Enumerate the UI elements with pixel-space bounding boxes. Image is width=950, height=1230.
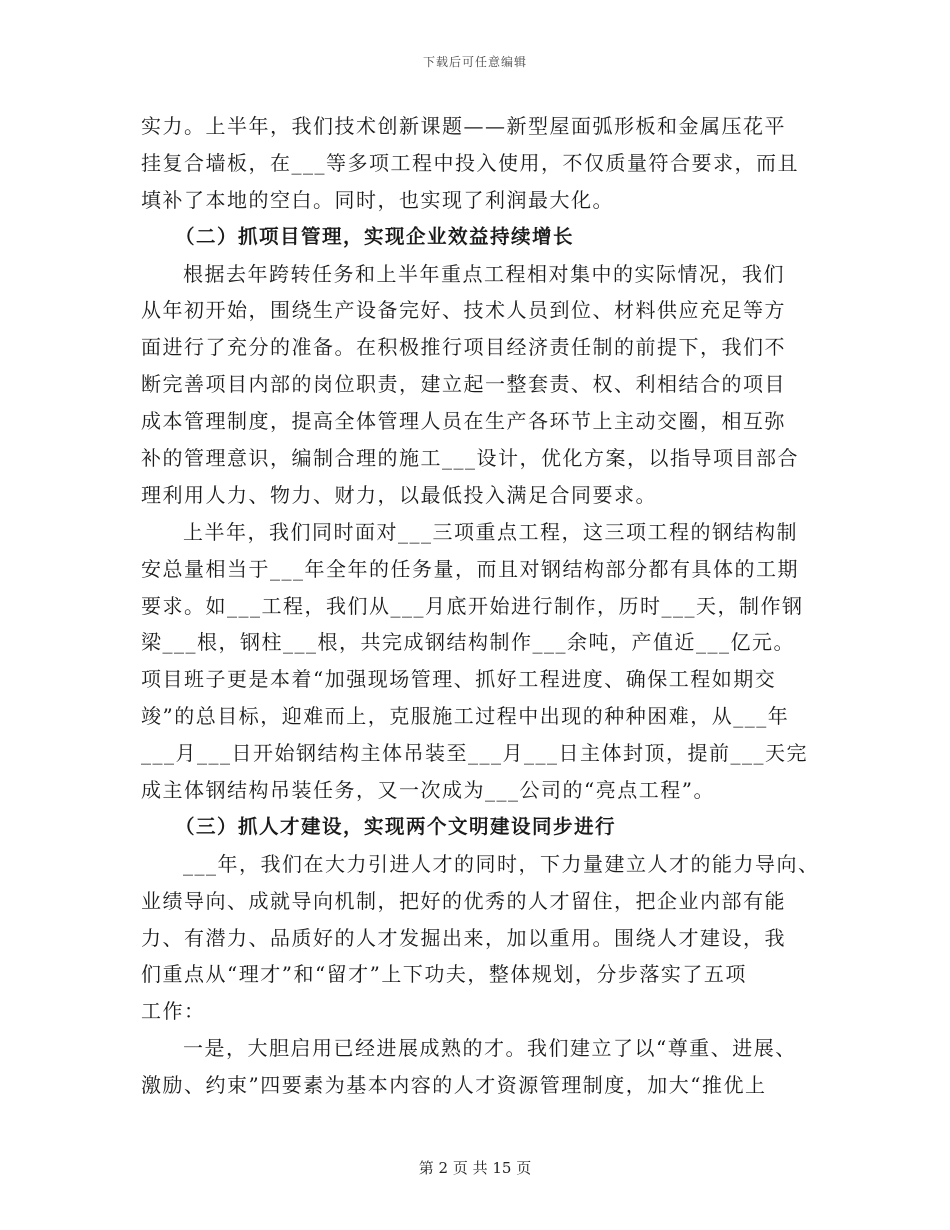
text-line: 要求。如___工程，我们从___月底开始进行制作，历时___天，制作钢 [141, 593, 804, 618]
text-line: 安总量相当于___年全年的任务量，而且对钢结构部分都有具体的工期 [141, 556, 799, 581]
page-footer: 第 2 页 共 15 页 [418, 1159, 532, 1177]
text-line: 面进行了充分的准备。在积极推行项目经济责任制的前提下，我们不 [141, 335, 786, 360]
text-line: 从年初开始，围绕生产设备完好、技术人员到位、材料供应充足等方 [141, 298, 786, 323]
text-line: 梁___根，钢柱___根，共完成钢结构制作___余吨，产值近___亿元。 [141, 630, 795, 655]
text-line: 挂复合墙板，在___等多项工程中投入使用，不仅质量符合要求，而且 [141, 150, 799, 175]
text-line: ___年，我们在大力引进人才的同时，下力量建立人才的能力导向、 [183, 851, 820, 876]
text-line: 补的管理意识，编制合理的施工___设计，优化方案，以指导项目部合 [141, 446, 799, 471]
text-line: 断完善项目内部的岗位职责，建立起一整套责、权、利相结合的项目 [141, 372, 786, 397]
text-line: 激励、约束”四要素为基本内容的人才资源管理制度，加大“推优上 [141, 1073, 767, 1098]
document-body [141, 108, 831, 1104]
text-line: 根据去年跨转任务和上半年重点工程相对集中的实际情况，我们 [183, 261, 785, 286]
text-line: 一是，大胆启用已经进展成熟的才。我们建立了以“尊重、进展、 [183, 1036, 797, 1061]
text-line: 们重点从“理才”和“留才”上下功夫，整体规划，分步落实了五项 [141, 962, 747, 987]
text-line: 实力。上半年，我们技术创新课题——新型屋面弧形板和金属压花平 [141, 114, 786, 138]
text-line: 业绩导向、成就导向机制，把好的优秀的人才留住，把企业内部有能 [141, 888, 786, 913]
text-line: 竣”的总目标，迎难而上，克服施工过程中出现的种种困难，从___年 [141, 704, 790, 729]
text-line: 理利用人力、物力、财力，以最低投入满足合同要求。 [141, 482, 657, 507]
page-header: 下载后可任意编辑 [422, 55, 527, 69]
text-line: 项目班子更是本着“加强现场管理、抓好工程进度、确保工程如期交 [141, 667, 777, 692]
text-line: ___月___日开始钢结构主体吊装至___月___日主体封顶，提前___天完 [141, 741, 808, 766]
text-line: 工作： [141, 999, 206, 1024]
section-heading: （三）抓人才建设，实现两个文明建设同步进行 [175, 814, 617, 838]
section-heading: （二）抓项目管理，实现企业效益持续增长 [175, 224, 575, 248]
text-line: 成本管理制度，提高全体管理人员在生产各环节上主动交圈，相互弥 [141, 409, 786, 434]
text-line: 上半年，我们同时面对___三项重点工程，这三项工程的钢结构制 [183, 519, 798, 544]
text-line: 填补了本地的空白。同时，也实现了利润最大化。 [141, 187, 614, 212]
text-line: 成主体钢结构吊装任务，又一次成为___公司的“亮点工程”。 [141, 778, 715, 803]
text-line: 力、有潜力、品质好的人才发掘出来，加以重用。围绕人才建设，我 [141, 925, 786, 950]
